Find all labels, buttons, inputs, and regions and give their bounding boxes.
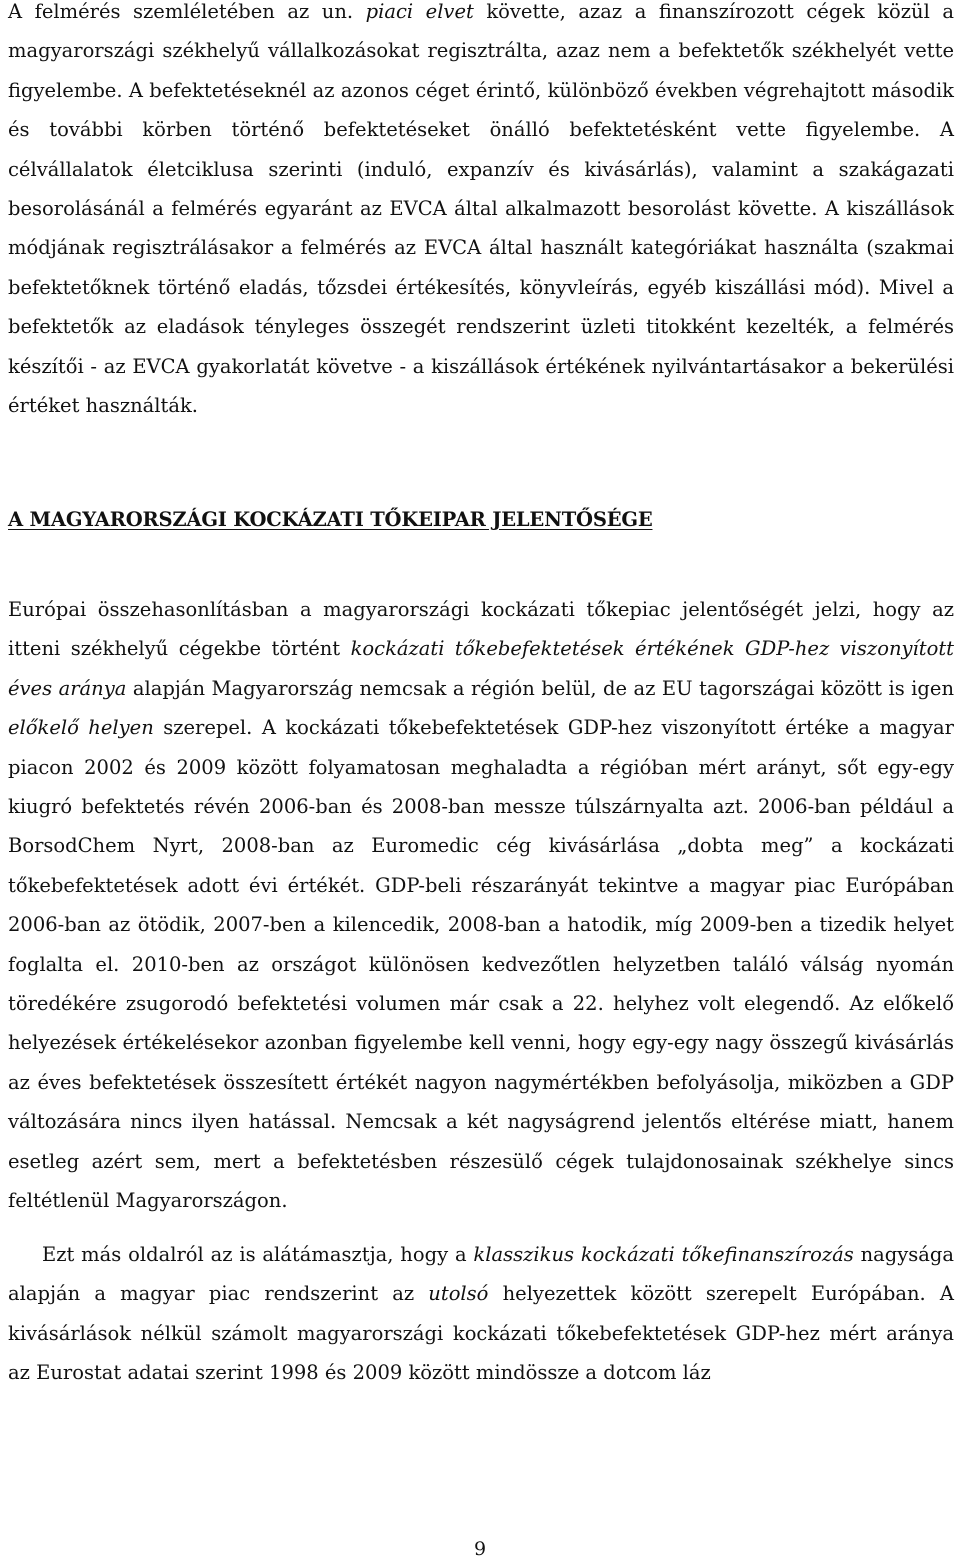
text-span: követte, azaz a finanszírozott cégek közül a magyarországi székhelyű vállalkozásokat regisztrálta, azaz nem a befektetők székhelyét vette figyelembe. A befektetéseknél az azonos céget érintő, különböző években végrehajtott második és további körben történő befektetéseket önálló befektetésként vette figyelembe. A célvállalatok életciklusa szerinti (induló, expanzív és kivásárlás), valamint a szakágazati besorolásánál a felmérés egyaránt az EVCA által alkalmazott besorolást követte. A kiszállások módjának regisztrálásakor a felmérés az EVCA által használt kategóriákat használta (szakmai befektetőknek történő eladás, tőzsdei értékesítés, könyvleírás, egyéb kiszállási mód). Mivel a befektetők az eladások tényleges összegét rendszerint üzleti titokként kezelték, a felmérés készítői - az EVCA gyakorlatát követve - a kiszállások értékének nyilvántartásakor a bekerülési értéket használták. — [8, 0, 954, 418]
emphasis-text: utolsó — [428, 1282, 489, 1306]
emphasis-text: piaci elvet — [365, 0, 474, 23]
text-span: szerepel. A kockázati tőkebefektetések GDP-hez viszonyított értéke a magyar piacon 2002 és 2009 között folyamatosan meghaladta a régióban mért arányt, sőt egy-egy kiugró befektetés révén 2006-ban és 2008-ban messze túlszárnyalta azt. 2006-ban például a BorsodChem Nyrt, 2008-ban az Euromedic cég kivásárlása „dobta meg” a kockázati tőkebefektetések adott évi értékét. GDP-beli részarányát tekintve a magyar piac Európában 2006-ban az ötödik, 2007-ben a kilencedik, 2008-ban a hatodik, míg 2009-ben a tizedik helyet foglalta el. 2010-ben az országot különösen kedvezőtlen helyzetben találó válság nyomán töredékére zsugorodó befektetési volumen már csak a 22. helyhez volt elegendő. Az előkelő helyezések értékelésekor azonban figyelembe kell venni, hogy egy-egy nagy összegű kivásárlás az éves befektetések összesített értékét nagyon nagymértékben befolyásolja, miközben a GDP változására nincs ilyen hatással. Nemcsak a két nagyságrend jelentős eltérése miatt, hanem esetleg azért sem, mert a befektetésben részesülő cégek tulajdonosainak székhelye sincs feltétlenül Magyarországon. — [8, 716, 955, 1213]
text-span: Ezt más oldalról az is alátámasztja, hogy a — [42, 1243, 474, 1266]
emphasis-text: előkelő helyen — [8, 716, 154, 740]
emphasis-text: klasszikus kockázati tőkefinanszírozás — [473, 1243, 854, 1266]
body-paragraph — [8, 0, 954, 425]
page-number: 9 — [473, 1538, 487, 1560]
text-span: alapján Magyarország nemcsak a régión belül, de az EU tagországai között is igen — [126, 676, 954, 700]
text-span: Európai összehasonlításban a magyarországi kockázati tőkepiac jelentőségét jelzi, hogy az itteni székhelyű cégekbe történt — [8, 598, 954, 661]
body-paragraph — [8, 590, 954, 1221]
text-span: nagysága alapján a magyar piac rendszerint az — [8, 1243, 955, 1306]
section-heading: A MAGYARORSZÁGI KOCKÁZATI TŐKEIPAR JELENTŐSÉGE — [8, 508, 653, 531]
text-span: A felmérés szemléletében az un. — [8, 0, 366, 23]
text-span: helyezettek között szerepelt Európában. A kivásárlások nélkül számolt magyarországi kockázati tőkebefektetések GDP-hez mért aránya az Eurostat adatai szerint 1998 és 2009 között mindössze a dotcom láz — [8, 1282, 954, 1385]
body-paragraph — [8, 1235, 954, 1393]
emphasis-text: kockázati tőkebefektetések értékének GDP-hez viszonyított éves aránya — [8, 637, 955, 700]
